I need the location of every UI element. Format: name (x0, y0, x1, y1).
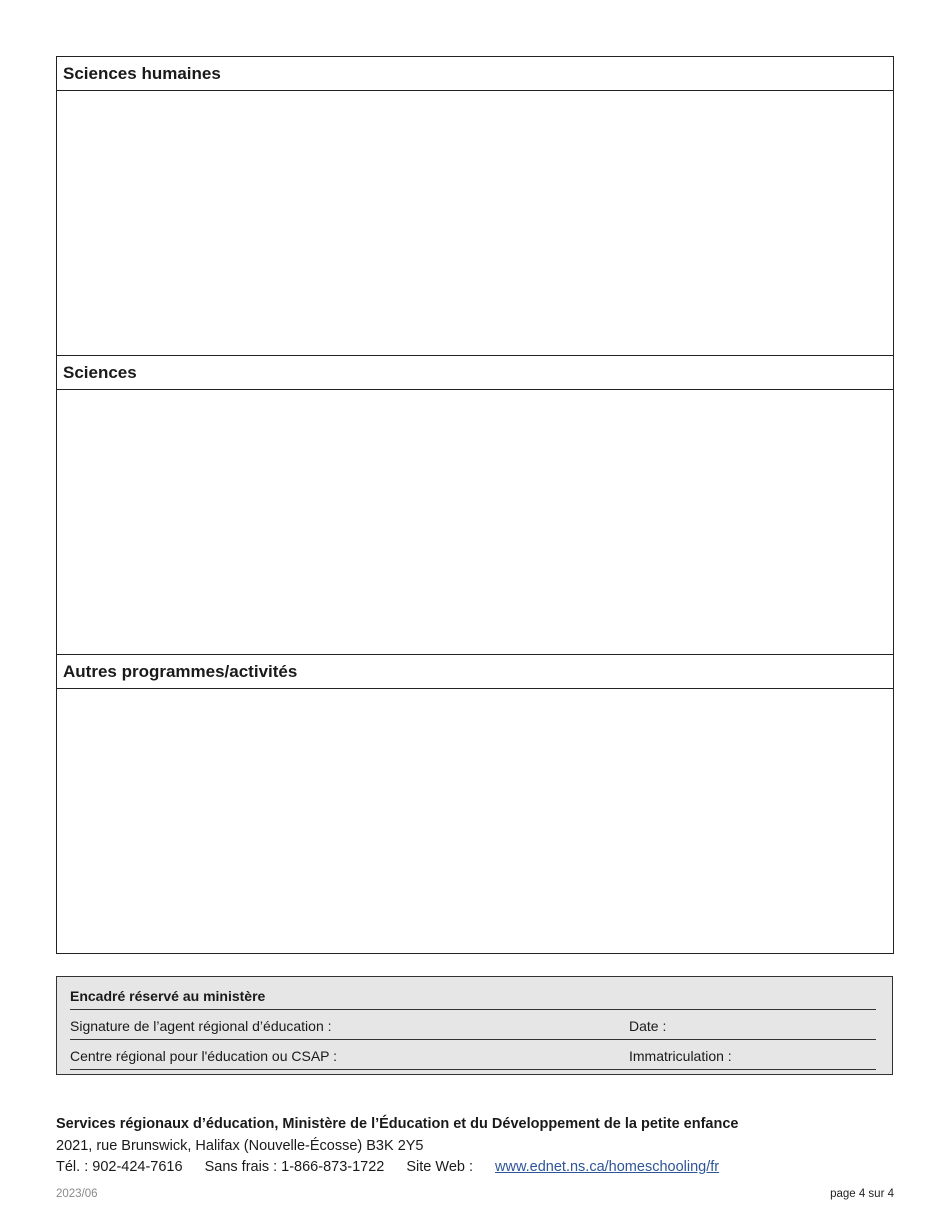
footer-website-label: Site Web : (406, 1159, 473, 1175)
section-header-autres-programmes: Autres programmes/activités (57, 655, 893, 689)
section-field-sciences[interactable] (57, 390, 893, 655)
section-field-autres-programmes[interactable] (57, 689, 893, 953)
footer-tollfree: Sans frais : 1-866-873-1722 (204, 1159, 385, 1175)
signature-label: Signature de l’agent régional d’éducation : (70, 1018, 332, 1034)
ministry-reserved-box (56, 976, 893, 1075)
footer-organization: Services régionaux d’éducation, Ministère de l’Éducation et du Développement de la petite enfance (56, 1116, 739, 1132)
document-date: 2023/06 (56, 1188, 98, 1200)
section-header-sciences-humaines: Sciences humaines (57, 57, 893, 91)
section-field-sciences-humaines[interactable] (57, 91, 893, 356)
ministry-box-title: Encadré réservé au ministère (70, 977, 876, 1010)
ministry-row-centre (70, 1040, 876, 1070)
registration-label: Immatriculation : (629, 1048, 732, 1064)
program-form-table (56, 56, 894, 954)
centre-label: Centre régional pour l'éducation ou CSAP : (70, 1048, 338, 1064)
footer-contact (56, 1114, 738, 1179)
date-label: Date : (629, 1018, 667, 1034)
ministry-row-signature (70, 1010, 876, 1040)
page-number: page 4 sur 4 (830, 1188, 894, 1200)
footer-phone: Tél. : 902-424-7616 (56, 1159, 183, 1175)
footer-address: 2021, rue Brunswick, Halifax (Nouvelle-Écosse) B3K 2Y5 (56, 1137, 424, 1154)
footer-website-link[interactable]: www.ednet.ns.ca/homeschooling/fr (495, 1159, 720, 1175)
section-header-sciences: Sciences (57, 356, 893, 390)
footer-contact-line (56, 1157, 738, 1179)
